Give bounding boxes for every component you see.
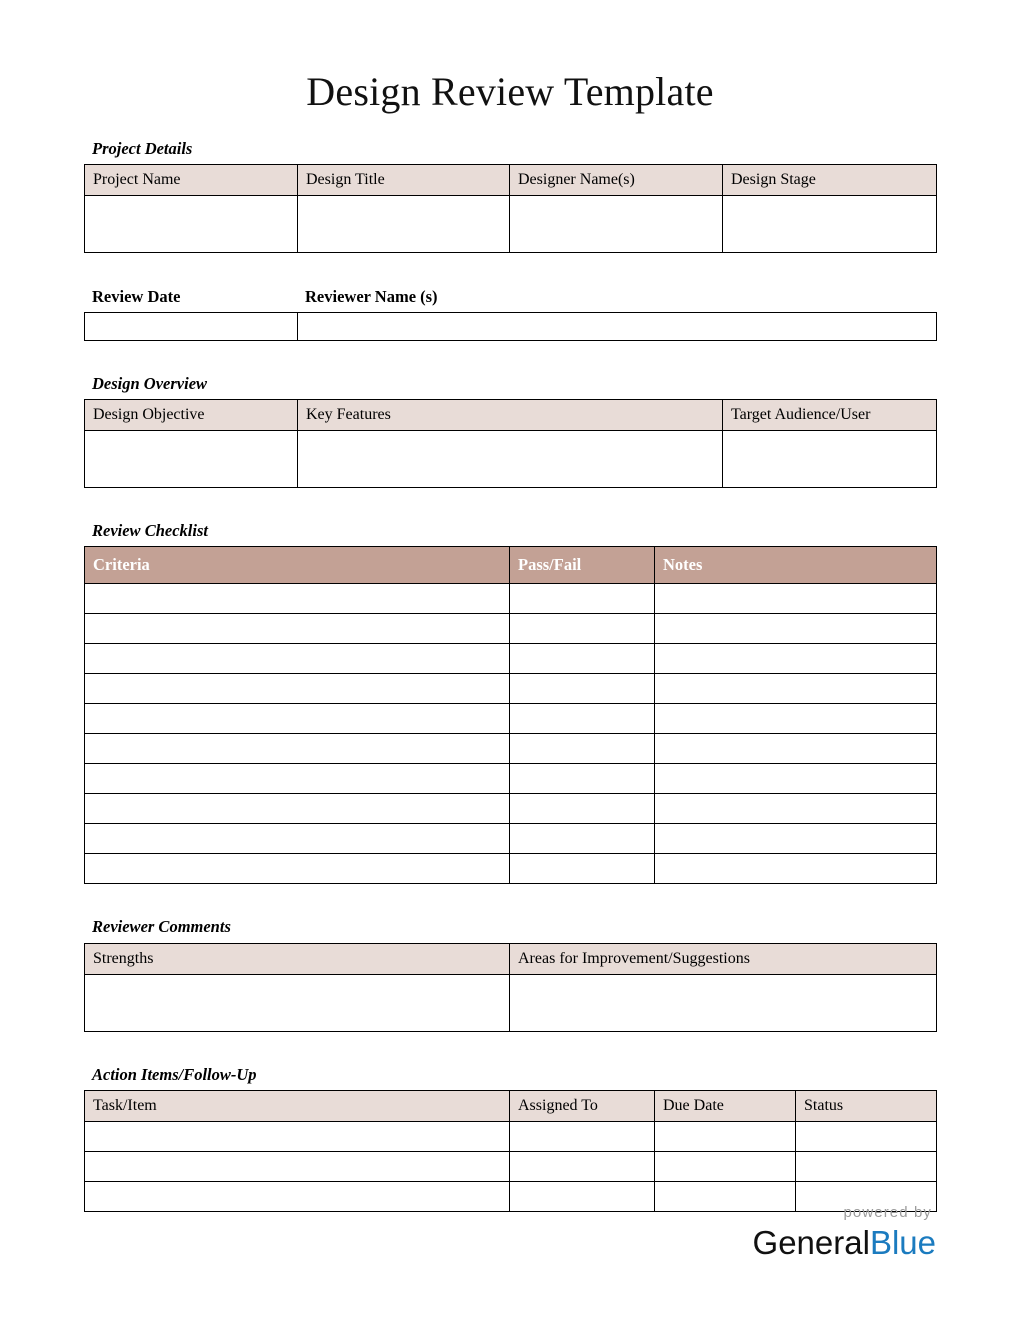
input-cell-pass-fail[interactable] — [510, 854, 655, 884]
label-review-date: Review Date — [92, 287, 181, 307]
input-cell-notes[interactable] — [655, 704, 937, 734]
table-header-row — [85, 400, 937, 431]
section-heading-review-checklist: Review Checklist — [92, 521, 208, 541]
document-body — [84, 140, 936, 1212]
input-cell-notes[interactable] — [655, 824, 937, 854]
spacer — [84, 253, 936, 287]
input-cell-due-date[interactable] — [655, 1121, 796, 1151]
input-cell-notes[interactable] — [655, 854, 937, 884]
section-heading-design-overview: Design Overview — [92, 374, 208, 394]
input-cell-reviewer-names[interactable] — [298, 313, 937, 341]
input-cell-designer-names[interactable] — [510, 196, 723, 253]
input-cell-assigned-to[interactable] — [510, 1121, 655, 1151]
footer-branding — [753, 1205, 936, 1259]
column-header-pass-fail: Pass/Fail — [510, 547, 655, 584]
table-header-row — [85, 165, 937, 196]
input-cell-notes[interactable] — [655, 614, 937, 644]
input-cell-review-date[interactable] — [85, 313, 298, 341]
input-cell-criteria[interactable] — [85, 584, 510, 614]
table-row — [85, 674, 937, 704]
input-cell-target-audience[interactable] — [723, 431, 937, 488]
table-row — [85, 614, 937, 644]
column-header-target-audience: Target Audience/User — [723, 400, 937, 431]
input-cell-pass-fail[interactable] — [510, 824, 655, 854]
column-header-project-name: Project Name — [85, 165, 298, 196]
powered-by-label: powered by — [843, 1204, 932, 1221]
table-row — [85, 644, 937, 674]
column-header-areas-for-improvement: Areas for Improvement/Suggestions — [510, 943, 937, 974]
column-header-design-objective: Design Objective — [85, 400, 298, 431]
input-cell-pass-fail[interactable] — [510, 794, 655, 824]
action-items-body — [85, 1121, 937, 1211]
table-row — [85, 734, 937, 764]
input-cell-criteria[interactable] — [85, 854, 510, 884]
table-row — [85, 794, 937, 824]
input-cell-pass-fail[interactable] — [510, 614, 655, 644]
input-cell-status[interactable] — [796, 1121, 937, 1151]
spacer — [84, 341, 936, 375]
input-cell-due-date[interactable] — [655, 1151, 796, 1181]
input-cell-design-stage[interactable] — [723, 196, 937, 253]
input-cell-pass-fail[interactable] — [510, 764, 655, 794]
column-header-key-features: Key Features — [298, 400, 723, 431]
input-cell-strengths[interactable] — [85, 974, 510, 1031]
input-cell-design-title[interactable] — [298, 196, 510, 253]
column-header-design-stage: Design Stage — [723, 165, 937, 196]
input-cell-assigned-to[interactable] — [510, 1151, 655, 1181]
table-header-row — [85, 547, 937, 584]
table-row — [85, 704, 937, 734]
reviewer-comments-table — [84, 943, 937, 1032]
column-header-task-item: Task/Item — [85, 1090, 510, 1121]
table-row — [85, 584, 937, 614]
column-header-design-title: Design Title — [298, 165, 510, 196]
input-cell-task-item[interactable] — [85, 1121, 510, 1151]
input-cell-notes[interactable] — [655, 734, 937, 764]
section-heading-reviewer-comments: Reviewer Comments — [92, 917, 231, 937]
input-cell-pass-fail[interactable] — [510, 704, 655, 734]
table-header-row — [85, 1090, 937, 1121]
input-cell-criteria[interactable] — [85, 704, 510, 734]
design-overview-table — [84, 399, 937, 488]
table-row — [85, 196, 937, 253]
review-date-labels — [84, 287, 936, 307]
input-cell-pass-fail[interactable] — [510, 644, 655, 674]
spacer — [84, 1032, 936, 1066]
spacer — [84, 884, 936, 918]
input-cell-notes[interactable] — [655, 674, 937, 704]
input-cell-key-features[interactable] — [298, 431, 723, 488]
input-cell-notes[interactable] — [655, 764, 937, 794]
table-row — [85, 824, 937, 854]
column-header-criteria: Criteria — [85, 547, 510, 584]
input-cell-notes[interactable] — [655, 584, 937, 614]
input-cell-criteria[interactable] — [85, 764, 510, 794]
page-title: Design Review Template — [306, 69, 714, 114]
input-cell-criteria[interactable] — [85, 824, 510, 854]
input-cell-project-name[interactable] — [85, 196, 298, 253]
input-cell-criteria[interactable] — [85, 644, 510, 674]
input-cell-pass-fail[interactable] — [510, 584, 655, 614]
table-row — [85, 854, 937, 884]
label-reviewer-names: Reviewer Name (s) — [305, 287, 438, 307]
column-header-strengths: Strengths — [85, 943, 510, 974]
input-cell-criteria[interactable] — [85, 674, 510, 704]
action-items-table — [84, 1090, 937, 1212]
column-header-status: Status — [796, 1090, 937, 1121]
input-cell-notes[interactable] — [655, 644, 937, 674]
column-header-assigned-to: Assigned To — [510, 1090, 655, 1121]
logo-text-general: General — [752, 1224, 870, 1261]
table-row — [85, 313, 937, 341]
section-heading-action-items: Action Items/Follow-Up — [92, 1064, 257, 1084]
review-checklist-table — [84, 546, 937, 884]
input-cell-pass-fail[interactable] — [510, 734, 655, 764]
table-row — [85, 1151, 937, 1181]
input-cell-criteria[interactable] — [85, 614, 510, 644]
input-cell-assigned-to[interactable] — [510, 1181, 655, 1211]
input-cell-areas-for-improvement[interactable] — [510, 974, 937, 1031]
column-header-due-date: Due Date — [655, 1090, 796, 1121]
table-row — [85, 1121, 937, 1151]
input-cell-pass-fail[interactable] — [510, 674, 655, 704]
input-cell-status[interactable] — [796, 1151, 937, 1181]
table-header-row — [85, 943, 937, 974]
review-checklist-body — [85, 584, 937, 884]
table-row — [85, 431, 937, 488]
input-cell-criteria[interactable] — [85, 794, 510, 824]
logo-text-blue: Blue — [869, 1224, 936, 1261]
input-cell-task-item[interactable] — [85, 1181, 510, 1211]
table-row — [85, 764, 937, 794]
input-cell-design-objective[interactable] — [85, 431, 298, 488]
review-date-table — [84, 312, 937, 341]
spacer — [84, 488, 936, 522]
table-row — [85, 974, 937, 1031]
input-cell-notes[interactable] — [655, 794, 937, 824]
generalblue-logo — [753, 1226, 936, 1259]
section-heading-project-details: Project Details — [92, 139, 193, 158]
input-cell-criteria[interactable] — [85, 734, 510, 764]
input-cell-task-item[interactable] — [85, 1151, 510, 1181]
project-details-table — [84, 164, 937, 253]
column-header-notes: Notes — [655, 547, 937, 584]
column-header-designer-names: Designer Name(s) — [510, 165, 723, 196]
